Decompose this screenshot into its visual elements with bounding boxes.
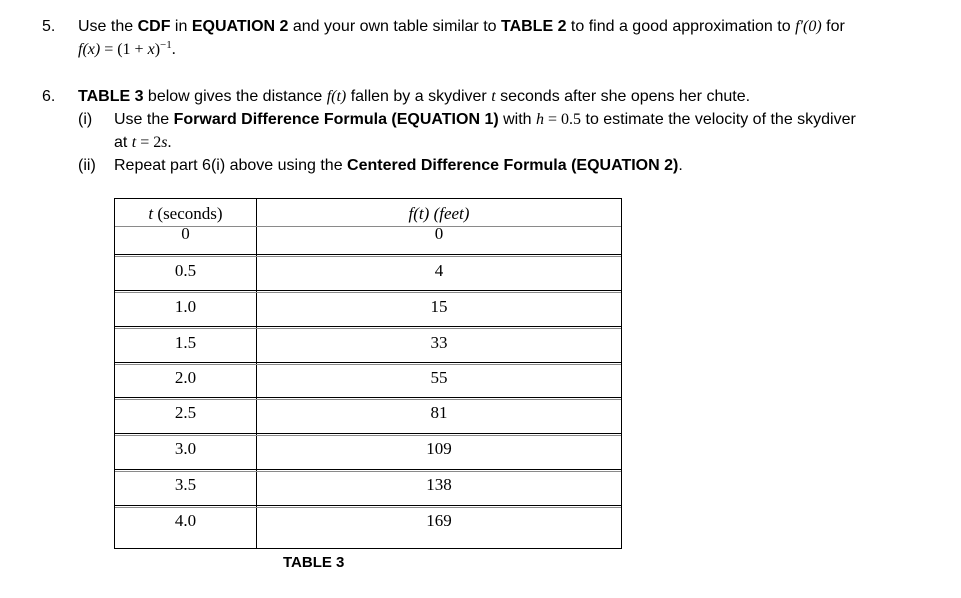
part-i-line-1 bbox=[114, 110, 856, 130]
math-variable: h bbox=[536, 111, 545, 128]
row-border-inner bbox=[115, 507, 621, 508]
cell-time: 0.5 bbox=[174, 261, 197, 280]
row-border-inner bbox=[115, 292, 621, 293]
cell-time: 2.0 bbox=[174, 368, 197, 387]
cell-time: 4.0 bbox=[174, 511, 197, 530]
forward-difference-ref: Forward Difference Formula (EQUATION 1) bbox=[173, 111, 499, 128]
derivative-expression: f′(0) bbox=[795, 18, 822, 35]
cell-time: 3.5 bbox=[174, 475, 197, 494]
text-segment: at bbox=[114, 134, 132, 151]
header-time-unit: (seconds) bbox=[153, 204, 223, 223]
text-segment: below gives the distance bbox=[143, 88, 327, 105]
math-segment: = 0.5 bbox=[544, 111, 582, 128]
math-segment: = 2 bbox=[136, 134, 162, 151]
text-segment: for bbox=[821, 18, 845, 35]
math-segment: . bbox=[171, 41, 176, 58]
function-name: f(x) bbox=[78, 41, 101, 58]
row-border bbox=[115, 505, 621, 506]
part-i-label: (i) bbox=[78, 111, 93, 128]
equation-2-ref: EQUATION 2 bbox=[191, 18, 289, 35]
problem-6-number: 6. bbox=[42, 88, 56, 105]
math-variable: t bbox=[491, 88, 496, 105]
cell-time: 2.5 bbox=[174, 403, 197, 422]
row-border bbox=[115, 433, 621, 434]
cell-distance: 4 bbox=[434, 261, 444, 280]
text-segment: Repeat part 6(i) above using the bbox=[114, 157, 348, 174]
row-border-inner bbox=[115, 328, 621, 329]
text-segment: to estimate the velocity of the skydiver bbox=[581, 111, 856, 128]
row-border bbox=[115, 254, 621, 255]
text-segment: and your own table similar to bbox=[288, 18, 501, 35]
row-border bbox=[115, 362, 621, 363]
problem-6-line-1 bbox=[78, 87, 750, 107]
row-border-inner bbox=[115, 399, 621, 400]
cell-distance: 0 bbox=[434, 224, 444, 243]
math-variable: x bbox=[147, 41, 155, 58]
row-border bbox=[115, 397, 621, 398]
cell-distance: 169 bbox=[426, 511, 452, 530]
math-segment: = (1 + bbox=[100, 41, 148, 58]
math-variable: s bbox=[161, 134, 168, 151]
cell-distance: 81 bbox=[430, 403, 448, 422]
cell-time: 3.0 bbox=[174, 439, 197, 458]
cdf-term: CDF bbox=[137, 18, 171, 35]
row-border bbox=[115, 326, 621, 327]
cell-time: 0 bbox=[181, 224, 190, 243]
cell-time: 1.0 bbox=[174, 297, 197, 316]
row-border-inner bbox=[115, 471, 621, 472]
row-border bbox=[115, 290, 621, 291]
text-segment: to find a good approximation to bbox=[566, 18, 796, 35]
row-border bbox=[115, 469, 621, 470]
text-segment: seconds after she opens her chute. bbox=[495, 88, 751, 105]
math-variable: t bbox=[131, 134, 137, 151]
function-expression: f(t) bbox=[326, 88, 347, 105]
table-caption: TABLE 3 bbox=[283, 554, 345, 571]
data-table bbox=[114, 198, 622, 549]
text-segment: with bbox=[498, 111, 537, 128]
math-variable: t bbox=[148, 204, 154, 223]
part-i-line-2 bbox=[114, 133, 172, 153]
cell-time: 1.5 bbox=[174, 333, 197, 352]
table-3-ref: TABLE 3 bbox=[78, 88, 144, 105]
text-segment: Use the bbox=[78, 18, 138, 35]
cell-distance: 109 bbox=[426, 439, 452, 458]
text-segment: Use the bbox=[114, 111, 174, 128]
row-border-inner bbox=[115, 364, 621, 365]
cell-distance: 33 bbox=[430, 333, 448, 352]
cell-distance: 55 bbox=[430, 368, 448, 387]
text-segment: . bbox=[678, 157, 683, 174]
text-segment: fallen by a skydiver bbox=[346, 88, 492, 105]
math-segment: ) bbox=[154, 41, 161, 58]
math-segment: . bbox=[167, 134, 172, 151]
centered-difference-ref: Centered Difference Formula (EQUATION 2) bbox=[347, 157, 679, 174]
header-distance: f(t) (feet) bbox=[408, 204, 470, 223]
text-segment: in bbox=[170, 18, 192, 35]
cell-distance: 138 bbox=[426, 475, 452, 494]
part-ii-line bbox=[114, 156, 683, 176]
header-time bbox=[115, 204, 256, 224]
exponent: −1 bbox=[160, 39, 172, 51]
table-2-ref: TABLE 2 bbox=[500, 18, 567, 35]
problem-5-number: 5. bbox=[42, 18, 56, 35]
row-border-inner bbox=[115, 435, 621, 436]
part-ii-label: (ii) bbox=[78, 157, 96, 174]
problem-5-line-2 bbox=[78, 40, 176, 60]
problem-5-line-1 bbox=[78, 17, 845, 37]
cell-distance: 15 bbox=[430, 297, 448, 316]
row-border-inner bbox=[115, 256, 621, 257]
